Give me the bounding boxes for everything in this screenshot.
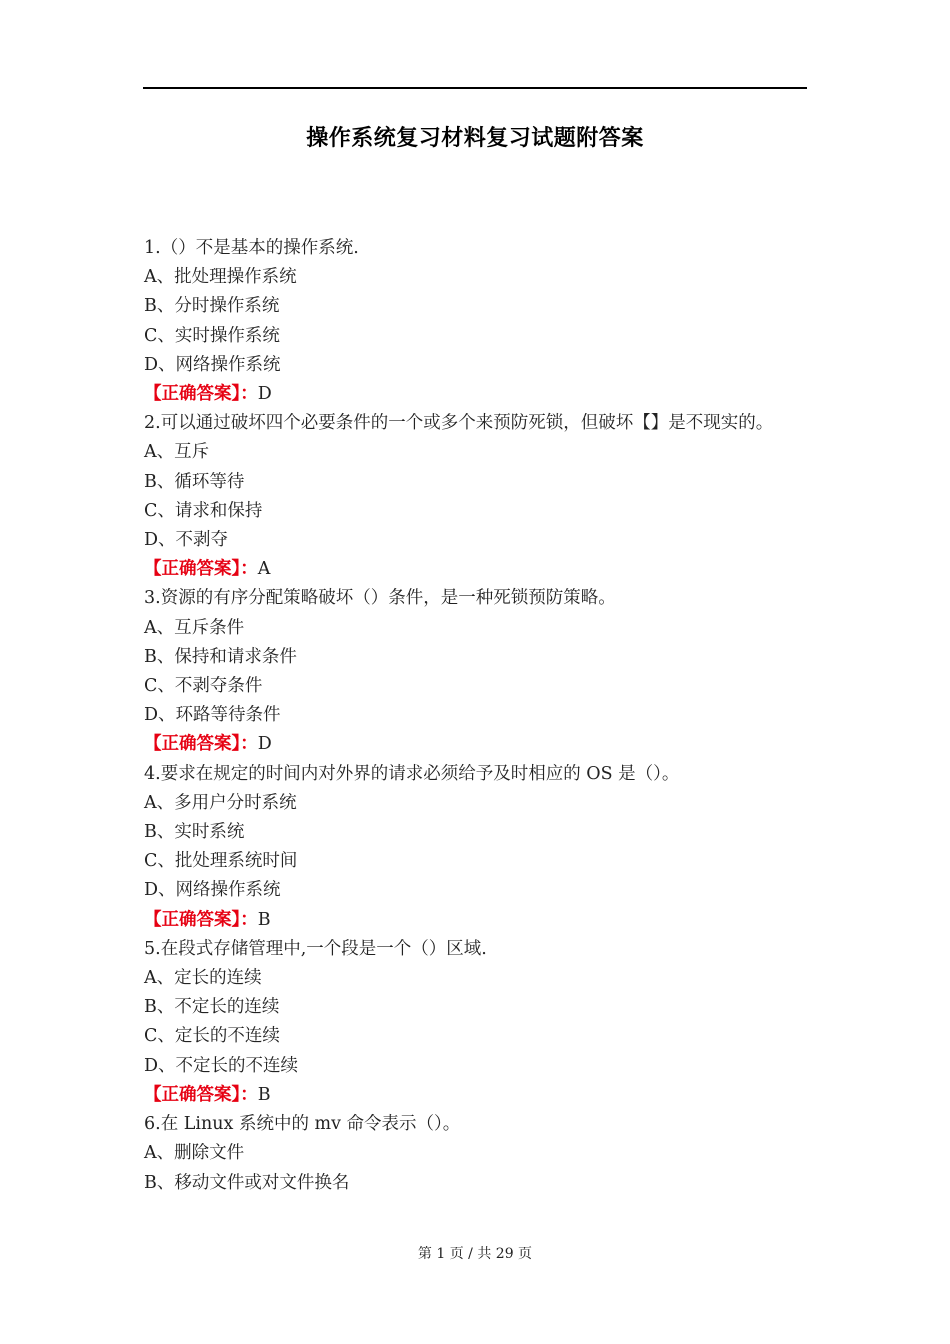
correct-answer	[144, 1081, 812, 1110]
option-b: B、实时系统	[144, 822, 245, 843]
option-c: C、不剥夺条件	[144, 676, 263, 697]
header-rule	[143, 87, 807, 89]
option-b: B、分时操作系统	[144, 296, 280, 317]
question-stem: 1.（）不是基本的操作系统.	[144, 238, 359, 258]
correct-answer	[144, 906, 812, 935]
question-list	[144, 234, 812, 1198]
option-b: B、保持和请求条件	[144, 646, 297, 667]
option-b: B、循环等待	[144, 471, 245, 492]
option-a: A、定长的连续	[144, 968, 262, 989]
question-stem: 6.在 Linux 系统中的 mv 命令表示（）。	[144, 1114, 461, 1135]
question-6	[144, 1110, 812, 1198]
option-a: A、删除文件	[144, 1143, 245, 1164]
question-stem: 3.资源的有序分配策略破坏（）条件，是一种死锁预防策略。	[144, 588, 616, 609]
option-a: A、互斥	[144, 442, 210, 463]
option-d: D、网络操作系统	[144, 880, 281, 901]
option-c: C、请求和保持	[144, 500, 263, 521]
option-d: D、不定长的不连续	[144, 1055, 299, 1076]
correct-answer	[144, 380, 812, 409]
option-c: C、批处理系统时间	[144, 851, 298, 872]
answer-label: 【正确答案】：	[144, 909, 258, 930]
option-d: D、环路等待条件	[144, 705, 281, 726]
option-a: A、批处理操作系统	[144, 267, 297, 288]
answer-label: 【正确答案】：	[144, 384, 258, 405]
answer-value: D	[257, 384, 272, 405]
option-d: D、网络操作系统	[144, 354, 281, 375]
question-3	[144, 584, 812, 759]
option-a: A、互斥条件	[144, 617, 245, 638]
question-stem: 4.要求在规定的时间内对外界的请求必须给予及时相应的 OS 是（）。	[144, 763, 680, 784]
answer-label: 【正确答案】：	[144, 734, 258, 755]
answer-value: D	[257, 734, 272, 755]
option-b: B、不定长的连续	[144, 997, 280, 1018]
option-c: C、实时操作系统	[144, 325, 280, 346]
question-4	[144, 760, 812, 935]
correct-answer	[144, 555, 812, 584]
answer-label: 【正确答案】：	[144, 1084, 258, 1105]
option-d: D、不剥夺	[144, 530, 229, 551]
question-1	[144, 234, 812, 409]
option-a: A、多用户分时系统	[144, 792, 297, 813]
option-c: C、定长的不连续	[144, 1026, 280, 1047]
option-b: B、移动文件或对文件换名	[144, 1172, 350, 1193]
answer-value: A	[257, 559, 271, 580]
page-footer: 第 1 页 / 共 29 页	[417, 1246, 533, 1262]
answer-value: B	[257, 909, 271, 930]
answer-label: 【正确答案】：	[144, 559, 258, 580]
question-stem: 5.在段式存储管理中,一个段是一个（）区域.	[144, 938, 487, 959]
correct-answer	[144, 730, 812, 759]
document-title: 操作系统复习材料复习试题附答案	[306, 126, 644, 151]
question-2	[144, 409, 812, 584]
question-5	[144, 935, 812, 1110]
question-stem: 2.可以通过破坏四个必要条件的一个或多个来预防死锁，但破坏【】是不现实的。	[144, 413, 774, 434]
answer-value: B	[257, 1084, 271, 1105]
